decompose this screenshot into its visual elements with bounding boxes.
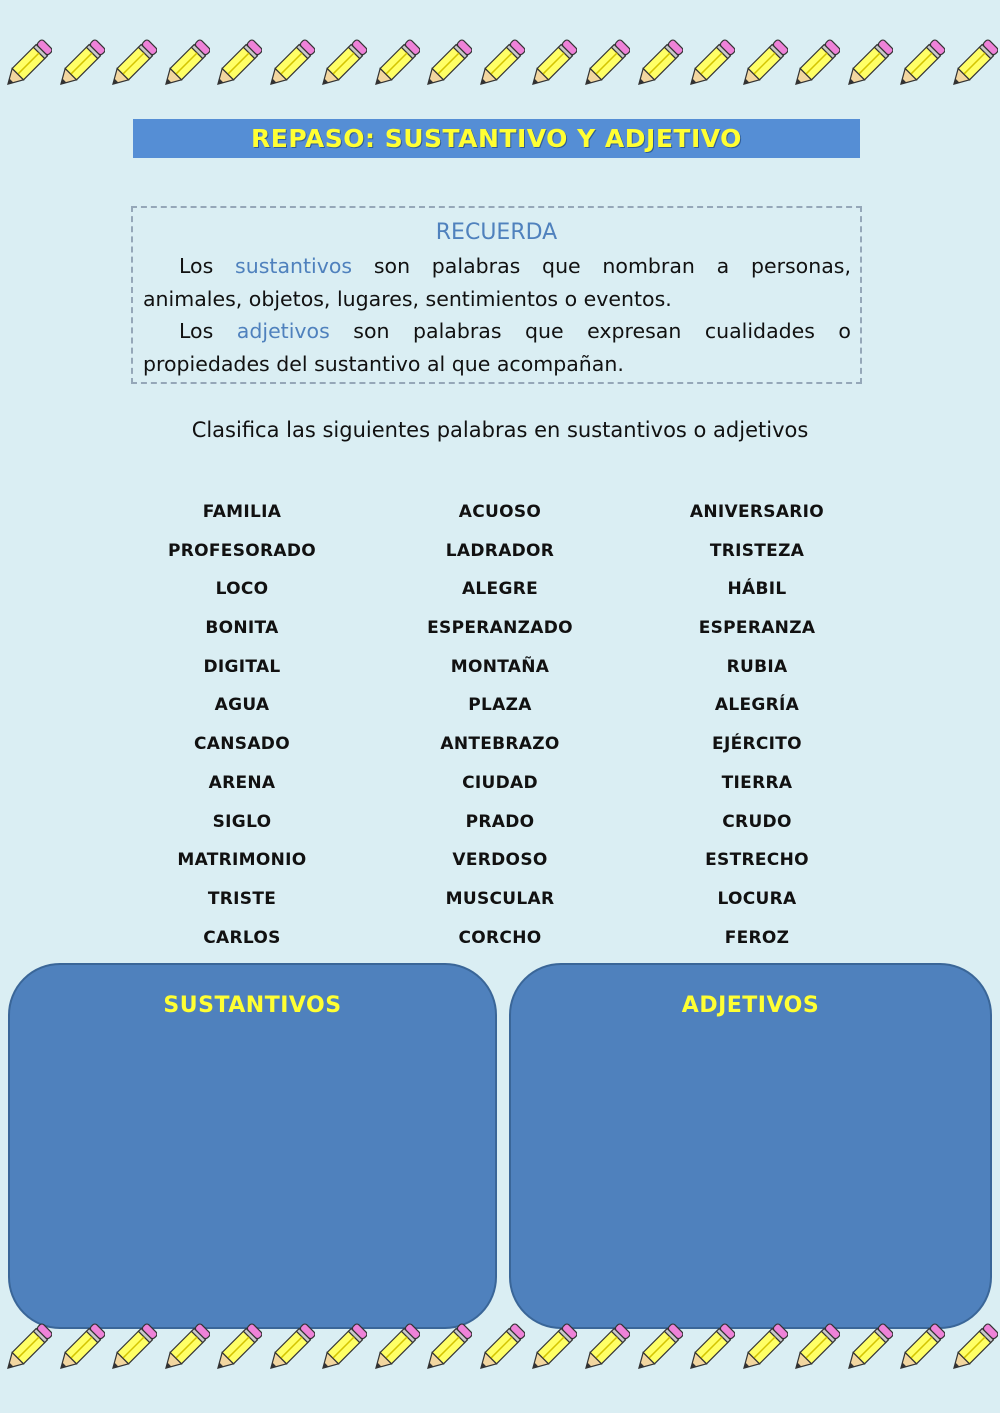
instruction-text: Clasifica las siguientes palabras en sustantivos o adjetivos [191, 418, 809, 442]
word-item[interactable]: FEROZ [724, 927, 790, 948]
definition-text: animales, objetos, lugares, sentimientos o eventos. [143, 287, 672, 311]
keyword-adjetivos: adjetivos [236, 319, 330, 343]
word-item[interactable]: VERDOSO [452, 850, 548, 871]
word-item[interactable]: HÁBIL [727, 579, 787, 600]
definition-adjetivos [143, 315, 851, 381]
word-item[interactable]: LOCO [215, 579, 269, 600]
pencil-icon [265, 38, 315, 92]
word-item[interactable]: BONITA [205, 618, 279, 639]
word-item[interactable]: PLAZA [468, 695, 532, 716]
definition-prefix: Los [179, 319, 214, 343]
pencil-icon [265, 1322, 315, 1376]
definition-text: son palabras que expresan cualidades o [353, 319, 851, 343]
pencil-icon [685, 1322, 735, 1376]
definition-prefix: Los [179, 254, 214, 278]
pencil-icon [212, 38, 262, 92]
word-item[interactable]: MATRIMONIO [177, 850, 307, 871]
pencil-icon [843, 38, 893, 92]
word-item[interactable]: TRISTEZA [709, 540, 805, 561]
adjetivos-heading: ADJETIVOS [681, 993, 820, 1018]
title-bar [133, 119, 860, 158]
pencil-icon [2, 1322, 52, 1376]
pencil-icon [895, 1322, 945, 1376]
word-item[interactable]: CRUDO [722, 811, 792, 832]
word-item[interactable]: ANTEBRAZO [440, 734, 560, 755]
adjetivos-drop-zone[interactable] [509, 963, 992, 1329]
sustantivos-heading: SUSTANTIVOS [163, 993, 342, 1018]
word-item[interactable]: TIERRA [721, 772, 793, 793]
word-item[interactable]: RUBIA [726, 656, 788, 677]
pencil-icon [212, 1322, 262, 1376]
word-item[interactable]: PROFESORADO [167, 540, 317, 561]
word-item[interactable]: CORCHO [458, 927, 542, 948]
word-item[interactable]: LADRADOR [445, 540, 555, 561]
pencil-icon [317, 38, 367, 92]
word-item[interactable]: SIGLO [212, 811, 272, 832]
word-item[interactable]: LOCURA [717, 888, 797, 909]
pencil-icon [422, 1322, 472, 1376]
word-item[interactable]: TRISTE [207, 888, 277, 909]
pencil-border-bottom [0, 1322, 1000, 1378]
pencil-icon [370, 1322, 420, 1376]
pencil-icon [895, 38, 945, 92]
pencil-icon [580, 38, 630, 92]
pencil-icon [738, 1322, 788, 1376]
pencil-icon [107, 38, 157, 92]
word-item[interactable]: CIUDAD [462, 772, 538, 793]
word-item[interactable]: ALEGRE [461, 579, 539, 600]
keyword-sustantivos: sustantivos [235, 254, 353, 278]
word-item[interactable]: AGUA [214, 695, 270, 716]
word-item[interactable]: ESTRECHO [705, 850, 809, 871]
word-item[interactable]: FAMILIA [202, 502, 282, 522]
word-item[interactable]: PRADO [465, 811, 535, 832]
recuerda-heading: RECUERDA [435, 220, 558, 245]
word-item[interactable]: CANSADO [194, 734, 290, 755]
word-column-2 [380, 497, 620, 961]
pencil-icon [633, 1322, 683, 1376]
pencil-icon [160, 38, 210, 92]
pencil-icon [422, 38, 472, 92]
pencil-icon [685, 38, 735, 92]
word-item[interactable]: EJÉRCITO [712, 734, 802, 755]
word-item[interactable]: MONTAÑA [450, 656, 550, 677]
word-column-3 [637, 497, 877, 961]
pencil-icon [790, 1322, 840, 1376]
pencil-icon [948, 1322, 998, 1376]
pencil-icon [55, 38, 105, 92]
definition-line [143, 315, 851, 348]
recuerda-box [131, 206, 862, 384]
word-item[interactable]: ANIVERSARIO [689, 502, 825, 522]
pencil-icon [107, 1322, 157, 1376]
pencil-icon [475, 1322, 525, 1376]
sustantivos-drop-zone[interactable] [8, 963, 497, 1329]
word-item[interactable]: DIGITAL [203, 656, 281, 677]
definition-text: son palabras que nombran a personas, [373, 254, 851, 278]
pencil-icon [527, 1322, 577, 1376]
pencil-icon [738, 38, 788, 92]
pencil-icon [527, 38, 577, 92]
word-item[interactable]: ACUOSO [458, 502, 542, 522]
pencil-icon [790, 38, 840, 92]
definition-line [143, 250, 851, 283]
pencil-icon [948, 38, 998, 92]
pencil-border-top [0, 38, 1000, 94]
word-item[interactable]: MUSCULAR [445, 888, 555, 909]
pencil-icon [2, 38, 52, 92]
word-item[interactable]: ARENA [208, 772, 276, 793]
word-item[interactable]: ESPERANZA [698, 618, 816, 639]
definition-sustantivos [143, 250, 851, 316]
word-item[interactable]: ESPERANZADO [427, 618, 573, 639]
word-column-1 [122, 497, 362, 961]
page-title: REPASO: SUSTANTIVO Y ADJETIVO [251, 124, 742, 153]
pencil-icon [475, 38, 525, 92]
pencil-icon [633, 38, 683, 92]
pencil-icon [843, 1322, 893, 1376]
pencil-icon [580, 1322, 630, 1376]
word-item[interactable]: ALEGRÍA [714, 695, 800, 716]
definition-text: propiedades del sustantivo al que acompañan. [143, 352, 624, 376]
word-item[interactable]: CARLOS [203, 927, 281, 948]
pencil-icon [370, 38, 420, 92]
pencil-icon [317, 1322, 367, 1376]
pencil-icon [160, 1322, 210, 1376]
pencil-icon [55, 1322, 105, 1376]
